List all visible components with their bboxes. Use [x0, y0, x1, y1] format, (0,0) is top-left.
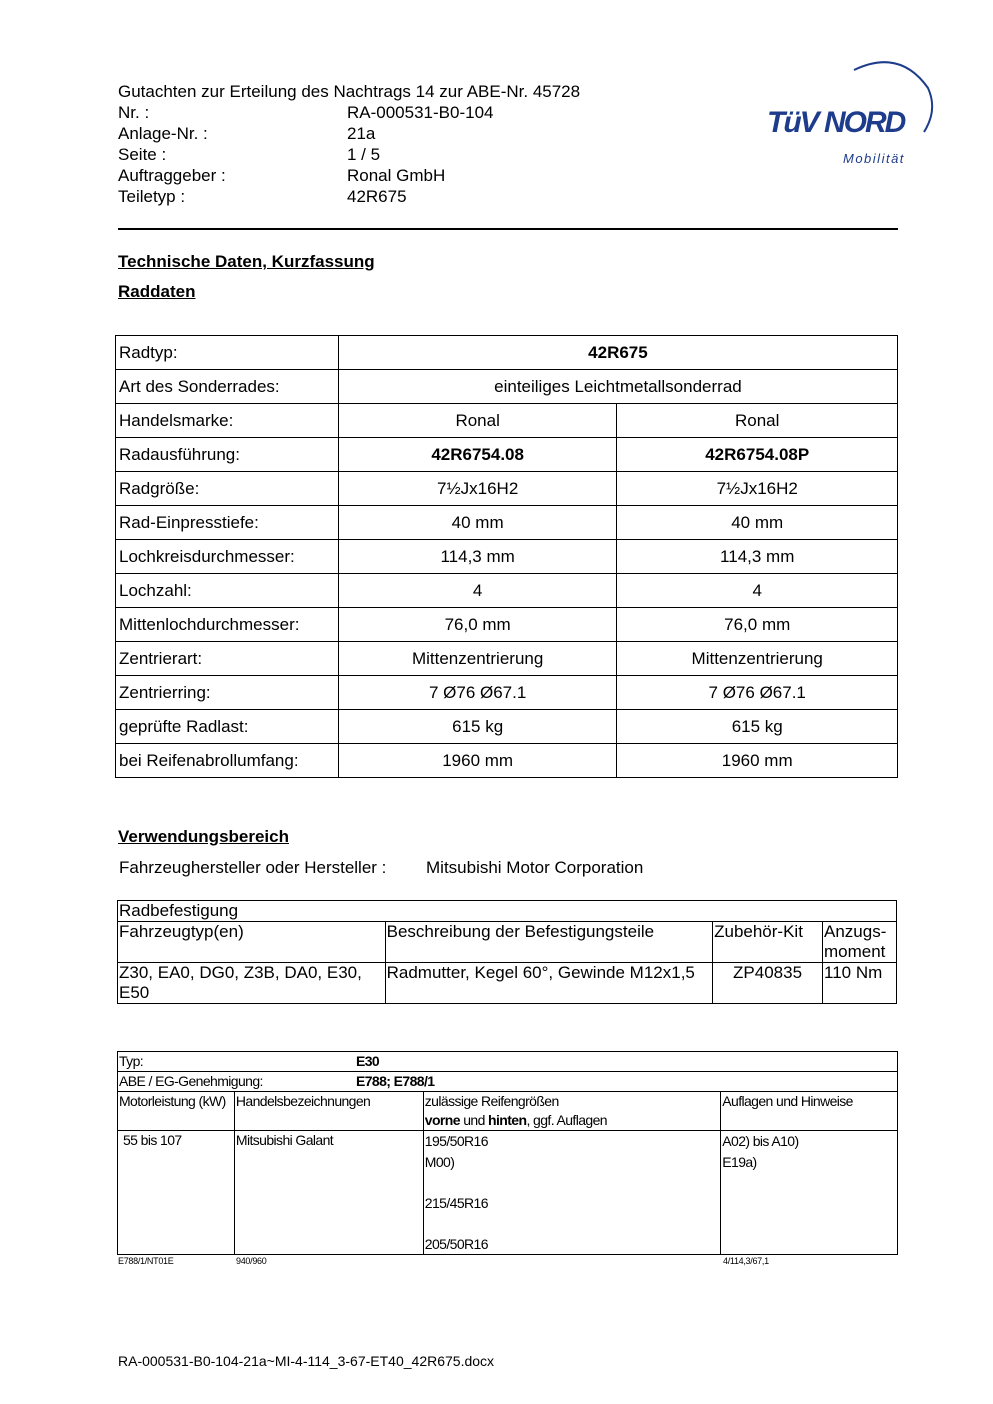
raddaten-label: Lochkreisdurchmesser:	[116, 540, 339, 574]
raddaten-label: Handelsmarke:	[116, 404, 339, 438]
section-tech-heading: Technische Daten, Kurzfassung	[118, 252, 375, 271]
header-field-value: Ronal GmbH	[347, 166, 446, 185]
footnote-mid: 940/960	[236, 1256, 267, 1266]
table-row	[116, 336, 898, 370]
raddaten-value-a: Mittenzentrierung	[338, 642, 617, 676]
abe-row	[118, 1072, 898, 1092]
raddaten-value-a: 76,0 mm	[338, 608, 617, 642]
header-field-label: Teiletyp :	[118, 187, 186, 206]
reifen-spacer	[425, 1213, 719, 1234]
auflagen-line: E19a)	[722, 1153, 757, 1170]
header-moment-line2: moment	[824, 942, 886, 961]
table-row	[116, 608, 898, 642]
header-field-label: Seite :	[118, 145, 167, 164]
raddaten-value-b: Mittenzentrierung	[617, 642, 898, 676]
raddaten-value-a: Ronal	[338, 404, 617, 438]
table-row	[116, 540, 898, 574]
raddaten-value-b: 7½Jx16H2	[617, 472, 898, 506]
row-reifen	[423, 1131, 720, 1255]
raddaten-value-b: 114,3 mm	[617, 540, 898, 574]
raddaten-label: Radgröße:	[116, 472, 339, 506]
header-field-value: 21a	[347, 124, 376, 143]
table-row	[116, 438, 898, 472]
befest-moment: 110 Nm	[823, 963, 897, 1004]
row-motor: 55 bis 107	[118, 1131, 235, 1255]
table-row	[116, 744, 898, 778]
raddaten-label: Zentrierart:	[116, 642, 339, 676]
hersteller-value: Mitsubishi Motor Corporation	[426, 858, 644, 877]
auflagen-line: A02) bis A10)	[722, 1133, 799, 1149]
header-field-label: Auftraggeber :	[118, 166, 226, 185]
table-row	[118, 922, 897, 963]
table-row	[118, 901, 897, 922]
befest-beschreibung: Radmutter, Kegel 60°, Gewinde M12x1,5	[385, 963, 712, 1004]
header-field-value: RA-000531-B0-104	[347, 103, 494, 122]
header-field-label: Nr. :	[118, 103, 150, 122]
raddaten-label: geprüfte Radlast:	[116, 710, 339, 744]
section-raddaten-heading: Raddaten	[118, 282, 196, 301]
raddaten-label: bei Reifenabrollumfang:	[116, 744, 339, 778]
reifen-spacer	[425, 1172, 719, 1193]
footnote-right: 4/114,3/67,1	[723, 1256, 769, 1266]
table-row	[116, 506, 898, 540]
raddaten-label: Lochzahl:	[116, 574, 339, 608]
header-handel: Handelsbezeichnungen	[234, 1092, 423, 1131]
raddaten-value-b: 76,0 mm	[617, 608, 898, 642]
abe-value: E788; E788/1	[356, 1073, 435, 1089]
raddaten-label: Radausführung:	[116, 438, 339, 472]
typ-value: E30	[356, 1053, 380, 1069]
table-row	[116, 710, 898, 744]
table-row	[118, 1052, 898, 1072]
header-reifen-line2	[425, 1111, 719, 1130]
raddaten-label: Zentrierring:	[116, 676, 339, 710]
header-field-label: Anlage-Nr. :	[118, 124, 208, 143]
raddaten-label: Mittenlochdurchmesser:	[116, 608, 339, 642]
row-handel: Mitsubishi Galant	[234, 1131, 423, 1255]
header-field-value: 42R675	[347, 187, 407, 206]
table-row	[118, 1131, 898, 1255]
header-reifen-und: und	[459, 1112, 489, 1128]
raddaten-value-b: 40 mm	[617, 506, 898, 540]
header-moment	[823, 922, 897, 963]
logo-subtitle: Mobilität	[843, 151, 905, 166]
befestigung-table	[117, 900, 897, 1004]
radtyp-label: Radtyp:	[116, 336, 339, 370]
raddaten-value-a: 7 Ø76 Ø67.1	[338, 676, 617, 710]
raddaten-value-a: 1960 mm	[338, 744, 617, 778]
header-fahrzeugtyp: Fahrzeugtyp(en)	[118, 922, 386, 963]
header-auflagen: Auflagen und Hinweise	[721, 1092, 898, 1131]
document-title: Gutachten zur Erteilung des Nachtrags 14 zur ABE-Nr. 45728	[118, 82, 581, 101]
footer-filename: RA-000531-B0-104-21a~MI-4-114_3-67-ET40_42R675.docx	[118, 1353, 495, 1369]
raddaten-table	[115, 335, 898, 778]
table-row	[116, 404, 898, 438]
header-kit: Zubehör-Kit	[713, 922, 823, 963]
header-reifen-hinten: hinten	[488, 1112, 527, 1128]
raddaten-value-a: 4	[338, 574, 617, 608]
befest-typen: Z30, EA0, DG0, Z3B, DA0, E30, E50	[118, 963, 386, 1004]
typ-row	[118, 1052, 898, 1072]
raddaten-value-a: 7½Jx16H2	[338, 472, 617, 506]
typ-label: Typ:	[119, 1053, 144, 1069]
table-row	[116, 574, 898, 608]
header-field-value: 1 / 5	[347, 145, 381, 164]
table-row	[118, 963, 897, 1004]
header-beschreibung: Beschreibung der Befestigungsteile	[385, 922, 712, 963]
header-reifen	[423, 1092, 720, 1131]
raddaten-label: Rad-Einpresstiefe:	[116, 506, 339, 540]
reifen-line: 215/45R16	[424, 1194, 488, 1211]
footnote-left: E788/1/NT01E	[118, 1256, 174, 1266]
art-label: Art des Sonderrades:	[116, 370, 339, 404]
table-row	[116, 642, 898, 676]
header-motor: Motorleistung (kW)	[118, 1092, 235, 1131]
raddaten-value-a: 114,3 mm	[338, 540, 617, 574]
raddaten-value-b: 4	[617, 574, 898, 608]
raddaten-value-b: Ronal	[617, 404, 898, 438]
table-row	[116, 370, 898, 404]
befestigung-title: Radbefestigung	[118, 901, 897, 922]
raddaten-value-a: 40 mm	[338, 506, 617, 540]
header-reifen-rest: , ggf. Auflagen	[526, 1112, 607, 1128]
raddaten-value-a: 615 kg	[338, 710, 617, 744]
row-auflagen	[721, 1131, 898, 1255]
radtyp-value: 42R675	[338, 336, 897, 370]
section-verwendung-heading: Verwendungsbereich	[118, 827, 289, 846]
befest-kit: ZP40835	[713, 963, 823, 1004]
reifen-line: M00)	[424, 1153, 455, 1170]
logo-brand: TüV NORD	[767, 106, 905, 139]
typ-table	[117, 1051, 898, 1255]
raddaten-value-b: 1960 mm	[617, 744, 898, 778]
table-row	[116, 676, 898, 710]
reifen-line: 195/50R16	[424, 1133, 488, 1149]
raddaten-value-b: 42R6754.08P	[617, 438, 898, 472]
header-moment-line1: Anzugs-	[824, 922, 887, 941]
header-reifen-line1: zulässige Reifengrößen	[424, 1093, 559, 1109]
table-row	[118, 1092, 898, 1131]
raddaten-value-b: 615 kg	[617, 710, 898, 744]
raddaten-value-a: 42R6754.08	[338, 438, 617, 472]
table-row	[116, 472, 898, 506]
art-value: einteiliges Leichtmetallsonderrad	[338, 370, 897, 404]
reifen-line: 205/50R16	[424, 1235, 488, 1252]
hersteller-label: Fahrzeughersteller oder Hersteller :	[119, 858, 387, 877]
header-divider	[118, 228, 898, 230]
header-reifen-vorne: vorne	[424, 1112, 460, 1128]
raddaten-value-b: 7 Ø76 Ø67.1	[617, 676, 898, 710]
table-row	[118, 1072, 898, 1092]
abe-label: ABE / EG-Genehmigung:	[119, 1073, 263, 1089]
